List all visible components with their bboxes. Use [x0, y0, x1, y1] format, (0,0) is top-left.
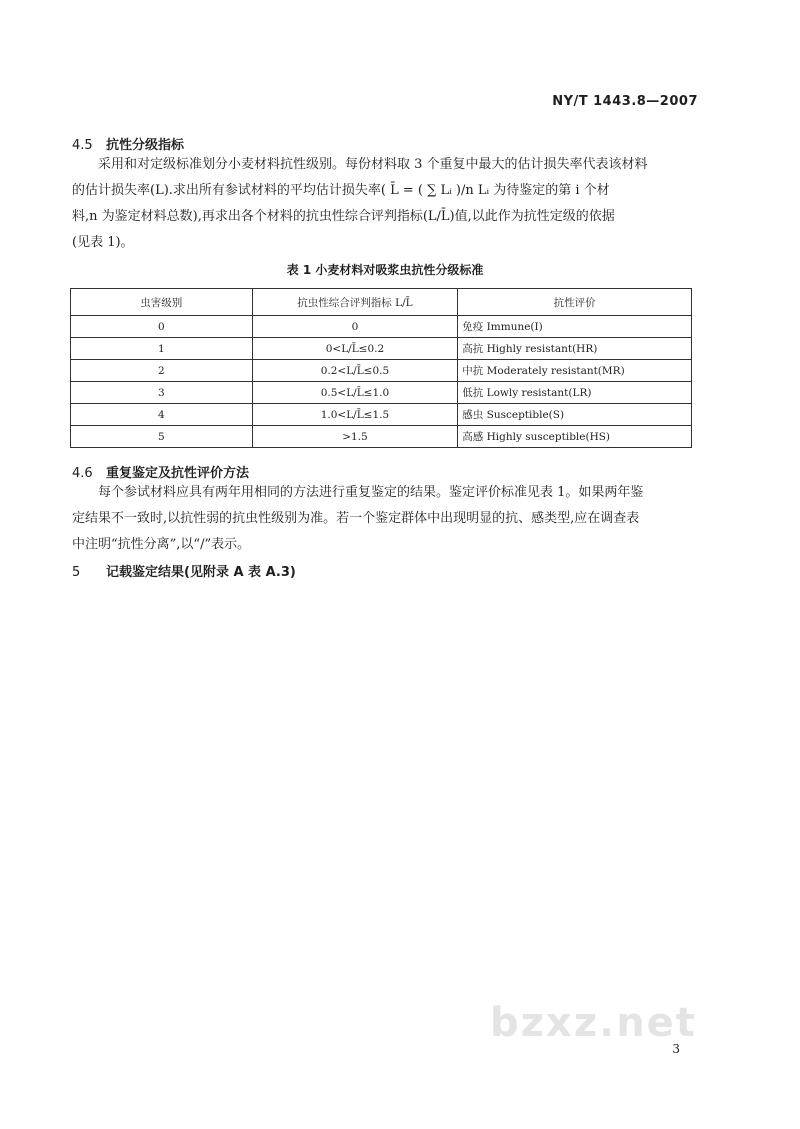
section-title: 抗性分级指标 [106, 138, 185, 153]
section-title: 记载鉴定结果(见附录 A 表 A.3) [106, 565, 296, 580]
section-4-5-paragraph [72, 152, 698, 256]
header-evaluation: 抗性评价 [458, 289, 692, 316]
cell-level: 2 [71, 360, 253, 382]
section-number: 4.6 [72, 466, 93, 481]
table-row [71, 360, 692, 382]
section-number: 5 [72, 565, 81, 580]
section-5-heading [72, 561, 296, 580]
paragraph-line: 中注明“抗性分离”,以“/”表示。 [72, 537, 251, 552]
cell-index: 0 [252, 316, 458, 338]
cell-index: 0<L/L̄≤0.2 [252, 338, 458, 360]
resistance-grading-table [70, 288, 692, 448]
section-4-6-heading [72, 462, 249, 481]
watermark: bzxz.net [490, 1000, 697, 1046]
cell-evaluation: 中抗 Moderately resistant(MR) [458, 360, 692, 382]
table-row [71, 404, 692, 426]
cell-evaluation: 高抗 Highly resistant(HR) [458, 338, 692, 360]
section-4-5-heading [72, 134, 184, 153]
cell-index: 1.0<L/L̄≤1.5 [252, 404, 458, 426]
table-row [71, 382, 692, 404]
cell-index: >1.5 [252, 426, 458, 448]
table-row [71, 426, 692, 448]
paragraph-line: 料,n 为鉴定材料总数),再求出各个材料的抗虫性综合评判指标(L/L̄)值,以此作为抗性定级的依据 [72, 209, 615, 224]
section-number: 4.5 [72, 138, 93, 153]
cell-level: 3 [71, 382, 253, 404]
cell-index: 0.5<L/L̄≤1.0 [252, 382, 458, 404]
cell-level: 5 [71, 426, 253, 448]
table-title: 表 1 小麦材料对吸浆虫抗性分级标准 [286, 263, 484, 277]
cell-index: 0.2<L/L̄≤0.5 [252, 360, 458, 382]
cell-evaluation: 免疫 Immune(I) [458, 316, 692, 338]
section-4-6-paragraph [72, 480, 698, 558]
cell-level: 4 [71, 404, 253, 426]
paragraph-line: 定结果不一致时,以抗性弱的抗虫性级别为准。若一个鉴定群体中出现明显的抗、感类型,应在调查表 [72, 511, 640, 526]
section-title: 重复鉴定及抗性评价方法 [106, 466, 250, 481]
header-index: 抗虫性综合评判指标 L/L̄ [252, 289, 458, 316]
table-header-row [71, 289, 692, 316]
paragraph-line: 采用和对定级标准划分小麦材料抗性级别。每份材料取 3 个重复中最大的估计损失率代表该材料 [98, 157, 648, 172]
cell-evaluation: 高感 Highly susceptible(HS) [458, 426, 692, 448]
table-row [71, 338, 692, 360]
standard-number: NY/T 1443.8—2007 [552, 94, 698, 109]
table-row [71, 316, 692, 338]
paragraph-line: (见表 1)。 [72, 235, 134, 250]
cell-evaluation: 低抗 Lowly resistant(LR) [458, 382, 692, 404]
header-damage-level: 虫害级别 [71, 289, 253, 316]
paragraph-line: 每个参试材料应具有两年用相同的方法进行重复鉴定的结果。鉴定评价标准见表 1。如果两年鉴 [98, 485, 644, 500]
cell-evaluation: 感虫 Susceptible(S) [458, 404, 692, 426]
page-number: 3 [672, 1042, 680, 1056]
cell-level: 1 [71, 338, 253, 360]
paragraph-line: 的估计损失率(L).求出所有参试材料的平均估计损失率( L̄ = ( ∑ Lᵢ )/n Lᵢ 为待鉴定的第 i 个材 [72, 183, 610, 198]
cell-level: 0 [71, 316, 253, 338]
